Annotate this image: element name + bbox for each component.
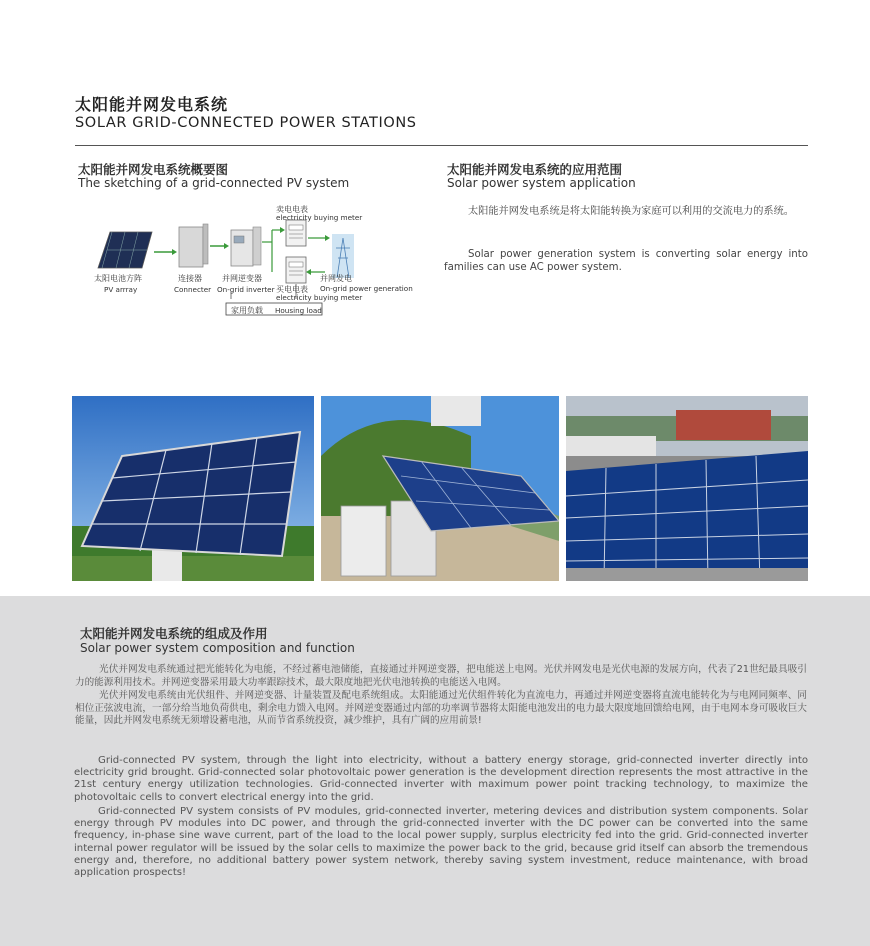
- power-grid-icon: [332, 234, 354, 278]
- sell-meter-icon: [286, 220, 306, 246]
- title-divider: [75, 145, 808, 146]
- composition-text-cn-1: 光伏并网发电系统通过把光能转化为电能，不经过蓄电池储能，直接通过并网逆变器，把电能送上电网。光伏并网发电是光伏电源的发展方向，代表了21世纪最具吸引力的能源利用技术。并网逆变器采用最大功率跟踪技术，最大限度地把光伏电池转换的电能送入电网。: [75, 664, 807, 688]
- composition-text-en-1: Grid-connected PV system, through the light into electricity, without a battery energy storage, grid-connected inverter directly into electricity grid brought. Grid-connected solar photovoltaic power generation is the development direction represents the most attractive in the 21st century energy utilization technologies. Grid-connected inverter with maximum power point tracking technology, to maximize the photovoltaic cells to convert electrical energy into the grid.: [74, 755, 808, 803]
- load-label-en: Housing load: [275, 306, 322, 315]
- composition-title-cn: 太阳能并网发电系统的组成及作用: [80, 626, 268, 641]
- application-title-en: Solar power system application: [447, 176, 636, 190]
- sell-meter-label-cn: 卖电电表: [276, 205, 308, 214]
- connector-box-icon: [179, 224, 208, 267]
- buy-meter-label-en: electricity buying meter: [276, 293, 363, 302]
- hillside-array-photo: [321, 396, 559, 581]
- composition-text-en-2: Grid-connected PV system consists of PV modules, grid-connected inverter, metering devices and distribution system components. Solar energy through PV modules into DC power, and through the grid-connected inverter with the DC power can be converted into the same frequency, in-phase sine wave current, part of the load to the local power supply, surplus electricity fed into the grid. Grid-connected inverter internal power regulator will be issued by the solar cells to maximize the power back to the grid, because grid itself can absorb the tremendous energy and, therefore, no additional battery power system network, thereby saving system investment, reduce maintenance, with broad application prospects!: [74, 806, 808, 879]
- connector-label-cn: 连接器: [178, 274, 202, 283]
- pv-label-cn: 太阳电池方阵: [94, 274, 142, 283]
- grid-label-cn: 并网发电: [320, 274, 352, 283]
- composition-title-en: Solar power system composition and function: [80, 641, 355, 655]
- inverter-icon: [231, 227, 261, 266]
- page-title-en: SOLAR GRID-CONNECTED POWER STATIONS: [75, 115, 417, 131]
- tracker-array-photo: [72, 396, 314, 581]
- rooftop-array-photo: [566, 396, 808, 581]
- pv-system-diagram: [90, 200, 420, 320]
- application-text-cn: 太阳能并网发电系统是将太阳能转换为家庭可以利用的交流电力的系统。: [468, 206, 794, 217]
- load-label-cn: 家用负载: [231, 306, 263, 315]
- sketch-title-en: The sketching of a grid-connected PV system: [78, 176, 350, 190]
- connector-label-en: Connecter: [174, 285, 212, 294]
- buy-meter-icon: [286, 257, 306, 283]
- composition-text-cn-2: 光伏并网发电系统由光伏组件、并网逆变器、计量装置及配电系统组成。太阳能通过光伏组件转化为直流电力，再通过并网逆变器将直流电能转化为与电网同频率、同相位正弦波电流，一部分给当地负荷供电，剩余电力馈入电网。并网逆变器通过内部的功率调节器将太阳能电池发出的电力最大限度地回馈给电网，由于电网本身可吸收巨大能量，因此并网发电系统无须增设蓄电池，从而节省系统投资，减少维护，具有广阔的应用前景!: [75, 690, 807, 726]
- diagram-graphic: [90, 200, 420, 320]
- pv-label-en: PV arrray: [104, 285, 138, 294]
- pv-array-icon: [98, 232, 152, 268]
- inverter-label-cn: 并网逆变器: [222, 274, 262, 283]
- page-title-cn: 太阳能并网发电系统: [75, 95, 229, 114]
- sell-meter-label-en: electricity buying meter: [276, 213, 363, 222]
- grid-label-en: On-grid power generation: [320, 284, 413, 293]
- inverter-label-en: On-grid inverter: [217, 285, 275, 294]
- sketch-title-cn: 太阳能并网发电系统概要图: [78, 162, 229, 177]
- application-title-cn: 太阳能并网发电系统的应用范围: [447, 162, 623, 177]
- application-text-en: Solar power generation system is converting solar energy into families can use AC power system.: [444, 249, 808, 273]
- buy-meter-label-cn: 买电电表: [276, 285, 308, 294]
